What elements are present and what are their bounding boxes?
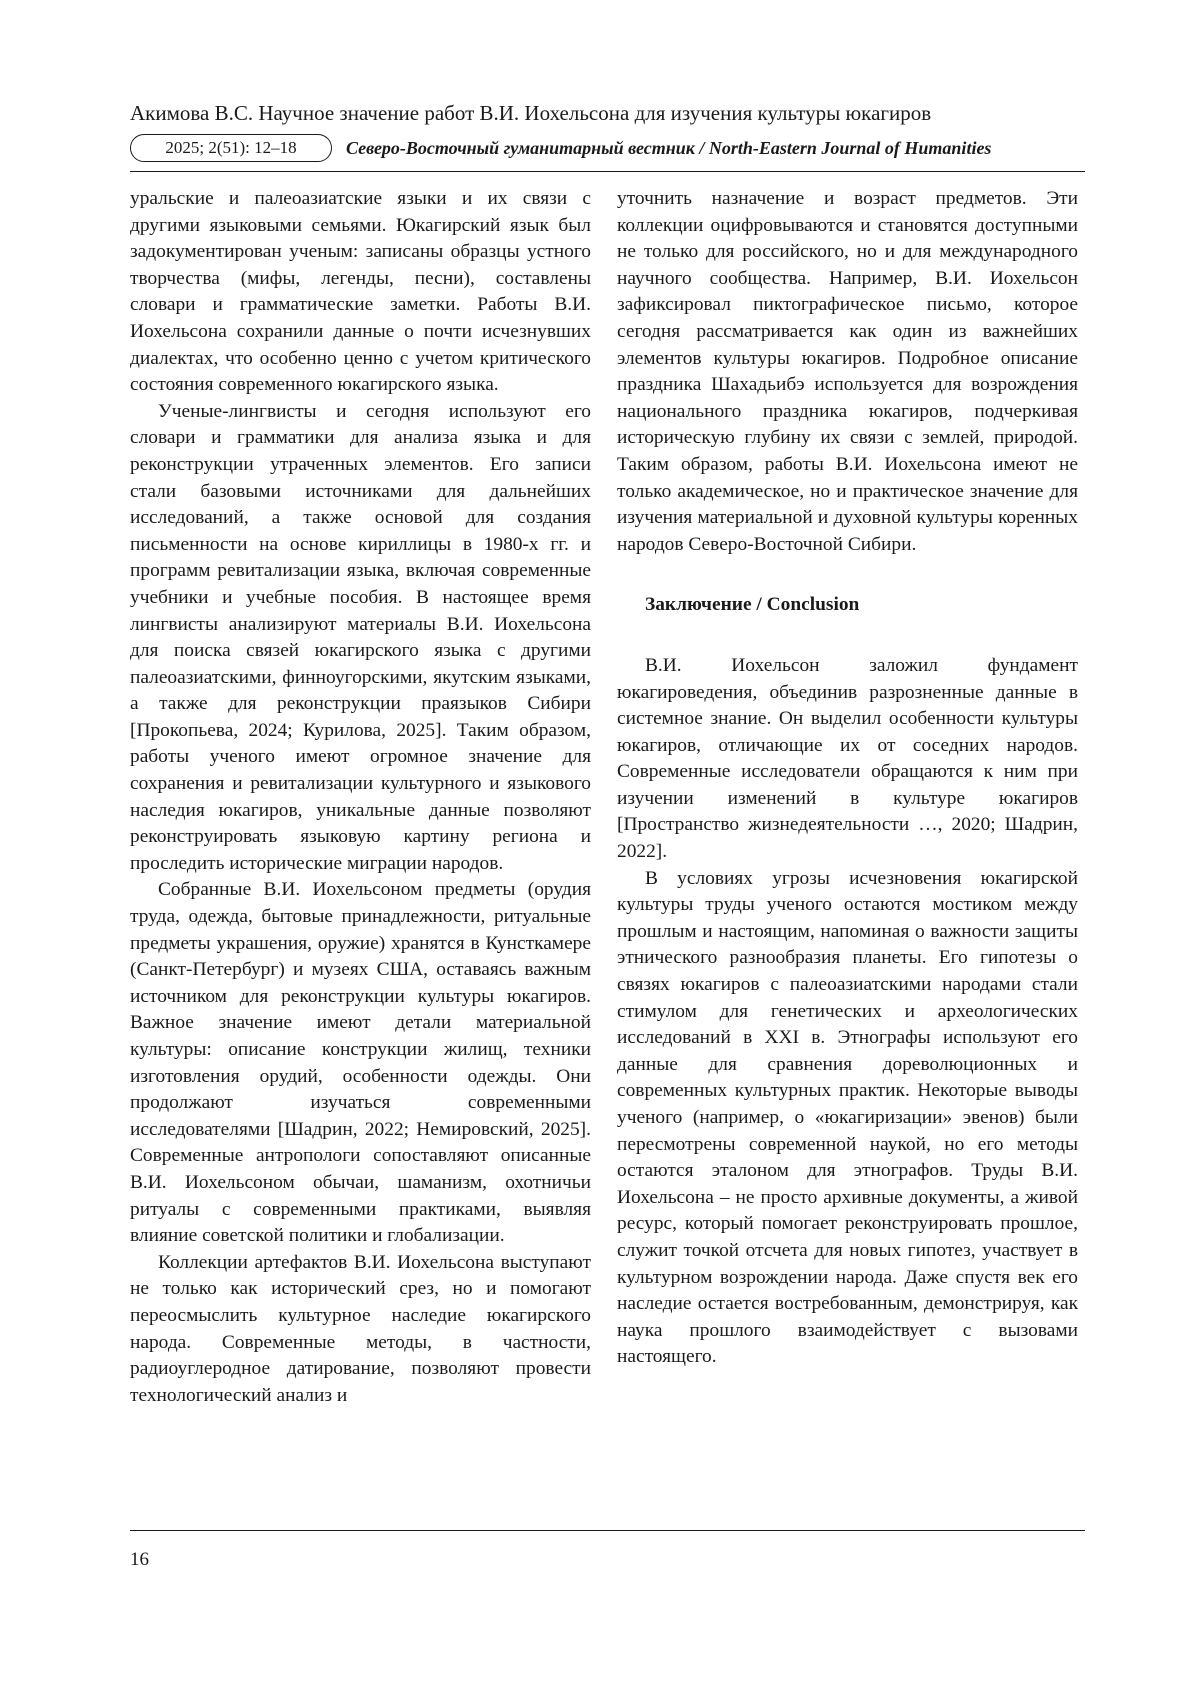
running-title: Акимова В.С. Научное значение работ В.И. Иохельсона для изучения культуры юкагиров <box>130 101 932 125</box>
left-column <box>130 186 591 1409</box>
journal-name: Северо-Восточный гуманитарный вестник / North-Eastern Journal of Humanities <box>346 138 992 158</box>
page-number: 16 <box>130 1549 149 1570</box>
footer-divider <box>130 1530 1085 1531</box>
paragraph: В.И. Иохельсон заложил фундамент юкагироведения, объединив разрозненные данные в системное знание. Он выделил особенности культуры юкагиров, отличающие их от соседних народов. Современные исследователи обращаются к ним при изучении изменений в культуре юкагиров [Пространство жизнедеятельности …, 2020; Шадрин, 2022]. <box>617 654 1078 863</box>
paragraph: В условиях угрозы исчезновения юкагирской культуры труды ученого остаются мостиком между прошлым и настоящим, напоминая о важности защиты этнического разнообразия планеты. Его гипотезы о связях юкагиров с палеоазиатскими народами стали стимулом для генетических и археологических исследований в XXI в. Этнографы используют его данные для сравнения дореволюционных и современных культурных практик. Некоторые выводы ученого (например, о «юкагиризации» эвенов) были пересмотрены современной наукой, но его методы остаются эталоном для этнографов. Труды В.И. Иохельсона – не просто архивные документы, а живой ресурс, который помогает реконструировать прошлое, служит точкой отсчета для новых гипотез, участвует в культурном возрождении народа. Даже спустя век его наследие остается востребованным, демонстрируя, как наука прошлого взаимодействует с вызовами настоящего. <box>617 867 1078 1368</box>
section-heading: Заключение / Conclusion <box>645 594 860 616</box>
journal-header <box>130 132 1085 166</box>
right-column <box>617 186 1078 1371</box>
paragraph: Собранные В.И. Иохельсоном предметы (орудия труда, одежда, бытовые принадлежности, ритуальные предметы украшения, оружие) хранятся в Кунсткамере (Санкт-Петербург) и музеях США, оставаясь важным источником для реконструкции культуры юкагиров. Важное значение имеют детали материальной культуры: описание конструкции жилищ, техники изготовления орудий, особенности одежды. Они продолжают изучаться современными исследователями [Шадрин, 2022; Немировский, 2025]. Современные антропологи сопоставляют описанные В.И. Иохельсоном обычаи, шаманизм, охотничьи ритуалы с современными практиками, выявляя влияние советской политики и глобализации. <box>130 879 591 1247</box>
paragraph: Ученые-лингвисты и сегодня используют его словари и грамматики для анализа языка и для реконструкции утраченных элементов. Его записи стали базовыми источниками для дальнейших исследований, а также основой для создания письменности на основе кириллицы в 1980-х гг. и программ ревитализации языка, включая современные учебники и учебные пособия. В настоящее время лингвисты анализируют материалы В.И. Иохельсона для поиска связей юкагирского языка с другими палеоазиатскими, финноугорскими, якутским языками, а также для реконструкции праязыков Сибири [Прокопьева, 2024; Курилова, 2025]. Таким образом, работы ученого имеют огромное значение для сохранения и ревитализации культурного и языкового наследия юкагиров, уникальные данные позволяют реконструировать языковую картину региона и проследить исторические миграции народов. <box>130 400 591 874</box>
header-divider <box>130 171 1085 172</box>
issue-badge: 2025; 2(51): 12–18 <box>130 134 332 162</box>
paragraph: уточнить назначение и возраст предметов. Эти коллекции оцифровываются и становятся доступными не только для российского, но и для международного научного сообщества. Например, В.И. Иохельсон зафиксировал пиктографическое письмо, которое сегодня рассматривается как один из важнейших элементов культуры юкагиров. Подробное описание праздника Шахадьибэ используется для возрождения национального праздника юкагиров, подчеркивая историческую глубину их связи с землей, природой. Таким образом, работы В.И. Иохельсона имеют не только академическое, но и практическое значение для изучения материальной и духовной культуры коренных народов Северо-Восточной Сибири. <box>617 188 1078 555</box>
paragraph: уральские и палеоазиатские языки и их связи с другими языковыми семьями. Юкагирский язык был задокументирован ученым: записаны образцы устного творчества (мифы, легенды, песни), составлены словари и грамматические заметки. Работы В.И. Иохельсона сохранили данные о почти исчезнувших диалектах, что особенно ценно с учетом критического состояния современного юкагирского языка. <box>130 188 591 396</box>
paragraph: Коллекции артефактов В.И. Иохельсона выступают не только как исторический срез, но и помогают переосмыслить культурное наследие юкагирского народа. Современные методы, в частности, радиоуглеродное датирование, позволяют провести технологический анализ и <box>130 1251 591 1406</box>
